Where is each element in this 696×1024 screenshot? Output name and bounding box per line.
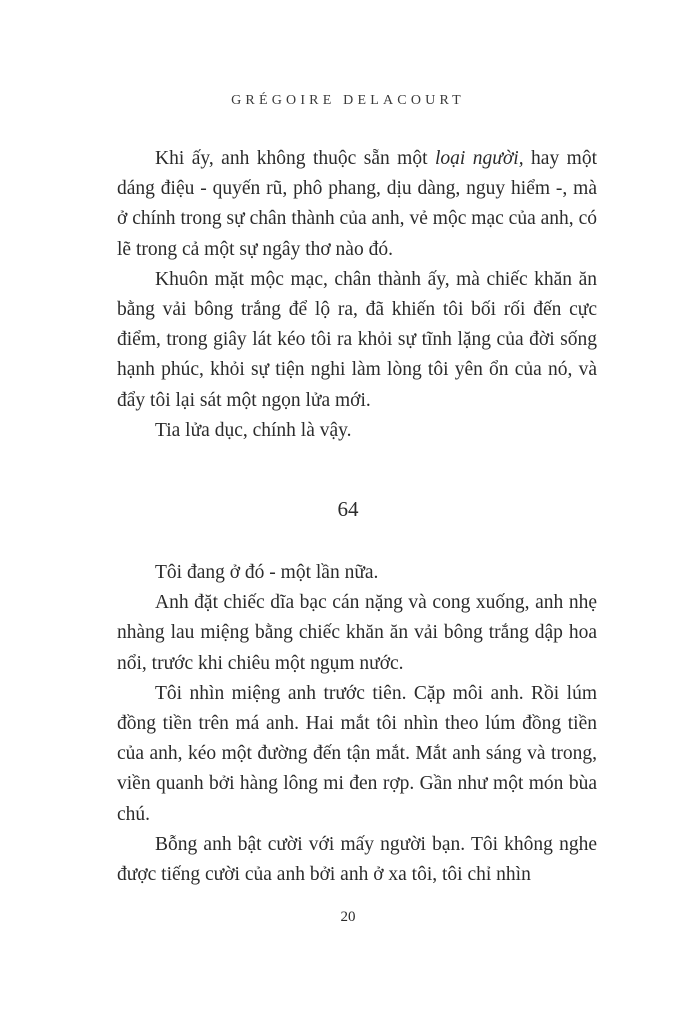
paragraph-text: Khi ấy, anh không thuộc sẵn một	[155, 148, 435, 169]
text-section-chapter-64	[117, 558, 597, 890]
paragraph: Tôi nhìn miệng anh trước tiên. Cặp môi anh. Rồi lúm đồng tiền trên má anh. Hai mắt tôi nhìn theo lúm đồng tiền của anh, kéo một đường đến tận mắt. Mắt anh sáng và trong, viền quanh bởi hàng lông mi đen rợp. Gần như một món bùa chú.	[117, 682, 597, 825]
page-number: 20	[340, 909, 356, 925]
paragraph-text: hay một dáng điệu - quyến rũ, phô phang, dịu dàng, nguy hiểm -, mà ở chính trong sự chân thành của anh, vẻ mộc mạc của anh, có lẽ trong cả một sự ngây thơ nào đó.	[117, 148, 597, 260]
running-header-author: GRÉGOIRE DELACOURT	[231, 93, 465, 108]
text-section-before-chapter	[117, 144, 597, 446]
paragraph: Anh đặt chiếc dĩa bạc cán nặng và cong xuống, anh nhẹ nhàng lau miệng bằng chiếc khăn ăn vải bông trắng dập hoa nổi, trước khi chiêu một ngụm nước.	[117, 592, 597, 674]
paragraph: Tôi đang ở đó - một lần nữa.	[155, 562, 379, 583]
paragraph: Khuôn mặt mộc mạc, chân thành ấy, mà chiếc khăn ăn bằng vải bông trắng để lộ ra, đã khiến tôi bối rối đến cực điểm, trong giây lát kéo tôi ra khỏi sự tĩnh lặng của đời sống hạnh phúc, khỏi sự tiện nghi làm lòng tôi yên ổn của nó, và đẩy tôi lại sát một ngọn lửa mới.	[117, 268, 597, 411]
chapter-number: 64	[337, 497, 359, 521]
paragraph	[117, 144, 597, 265]
italic-phrase: loại người,	[434, 148, 524, 169]
paragraph: Tia lửa dục, chính là vậy.	[155, 419, 352, 441]
paragraph: Bỗng anh bật cười với mấy người bạn. Tôi không nghe được tiếng cười của anh bởi anh ở xa tôi, tôi chỉ nhìn	[117, 833, 597, 886]
